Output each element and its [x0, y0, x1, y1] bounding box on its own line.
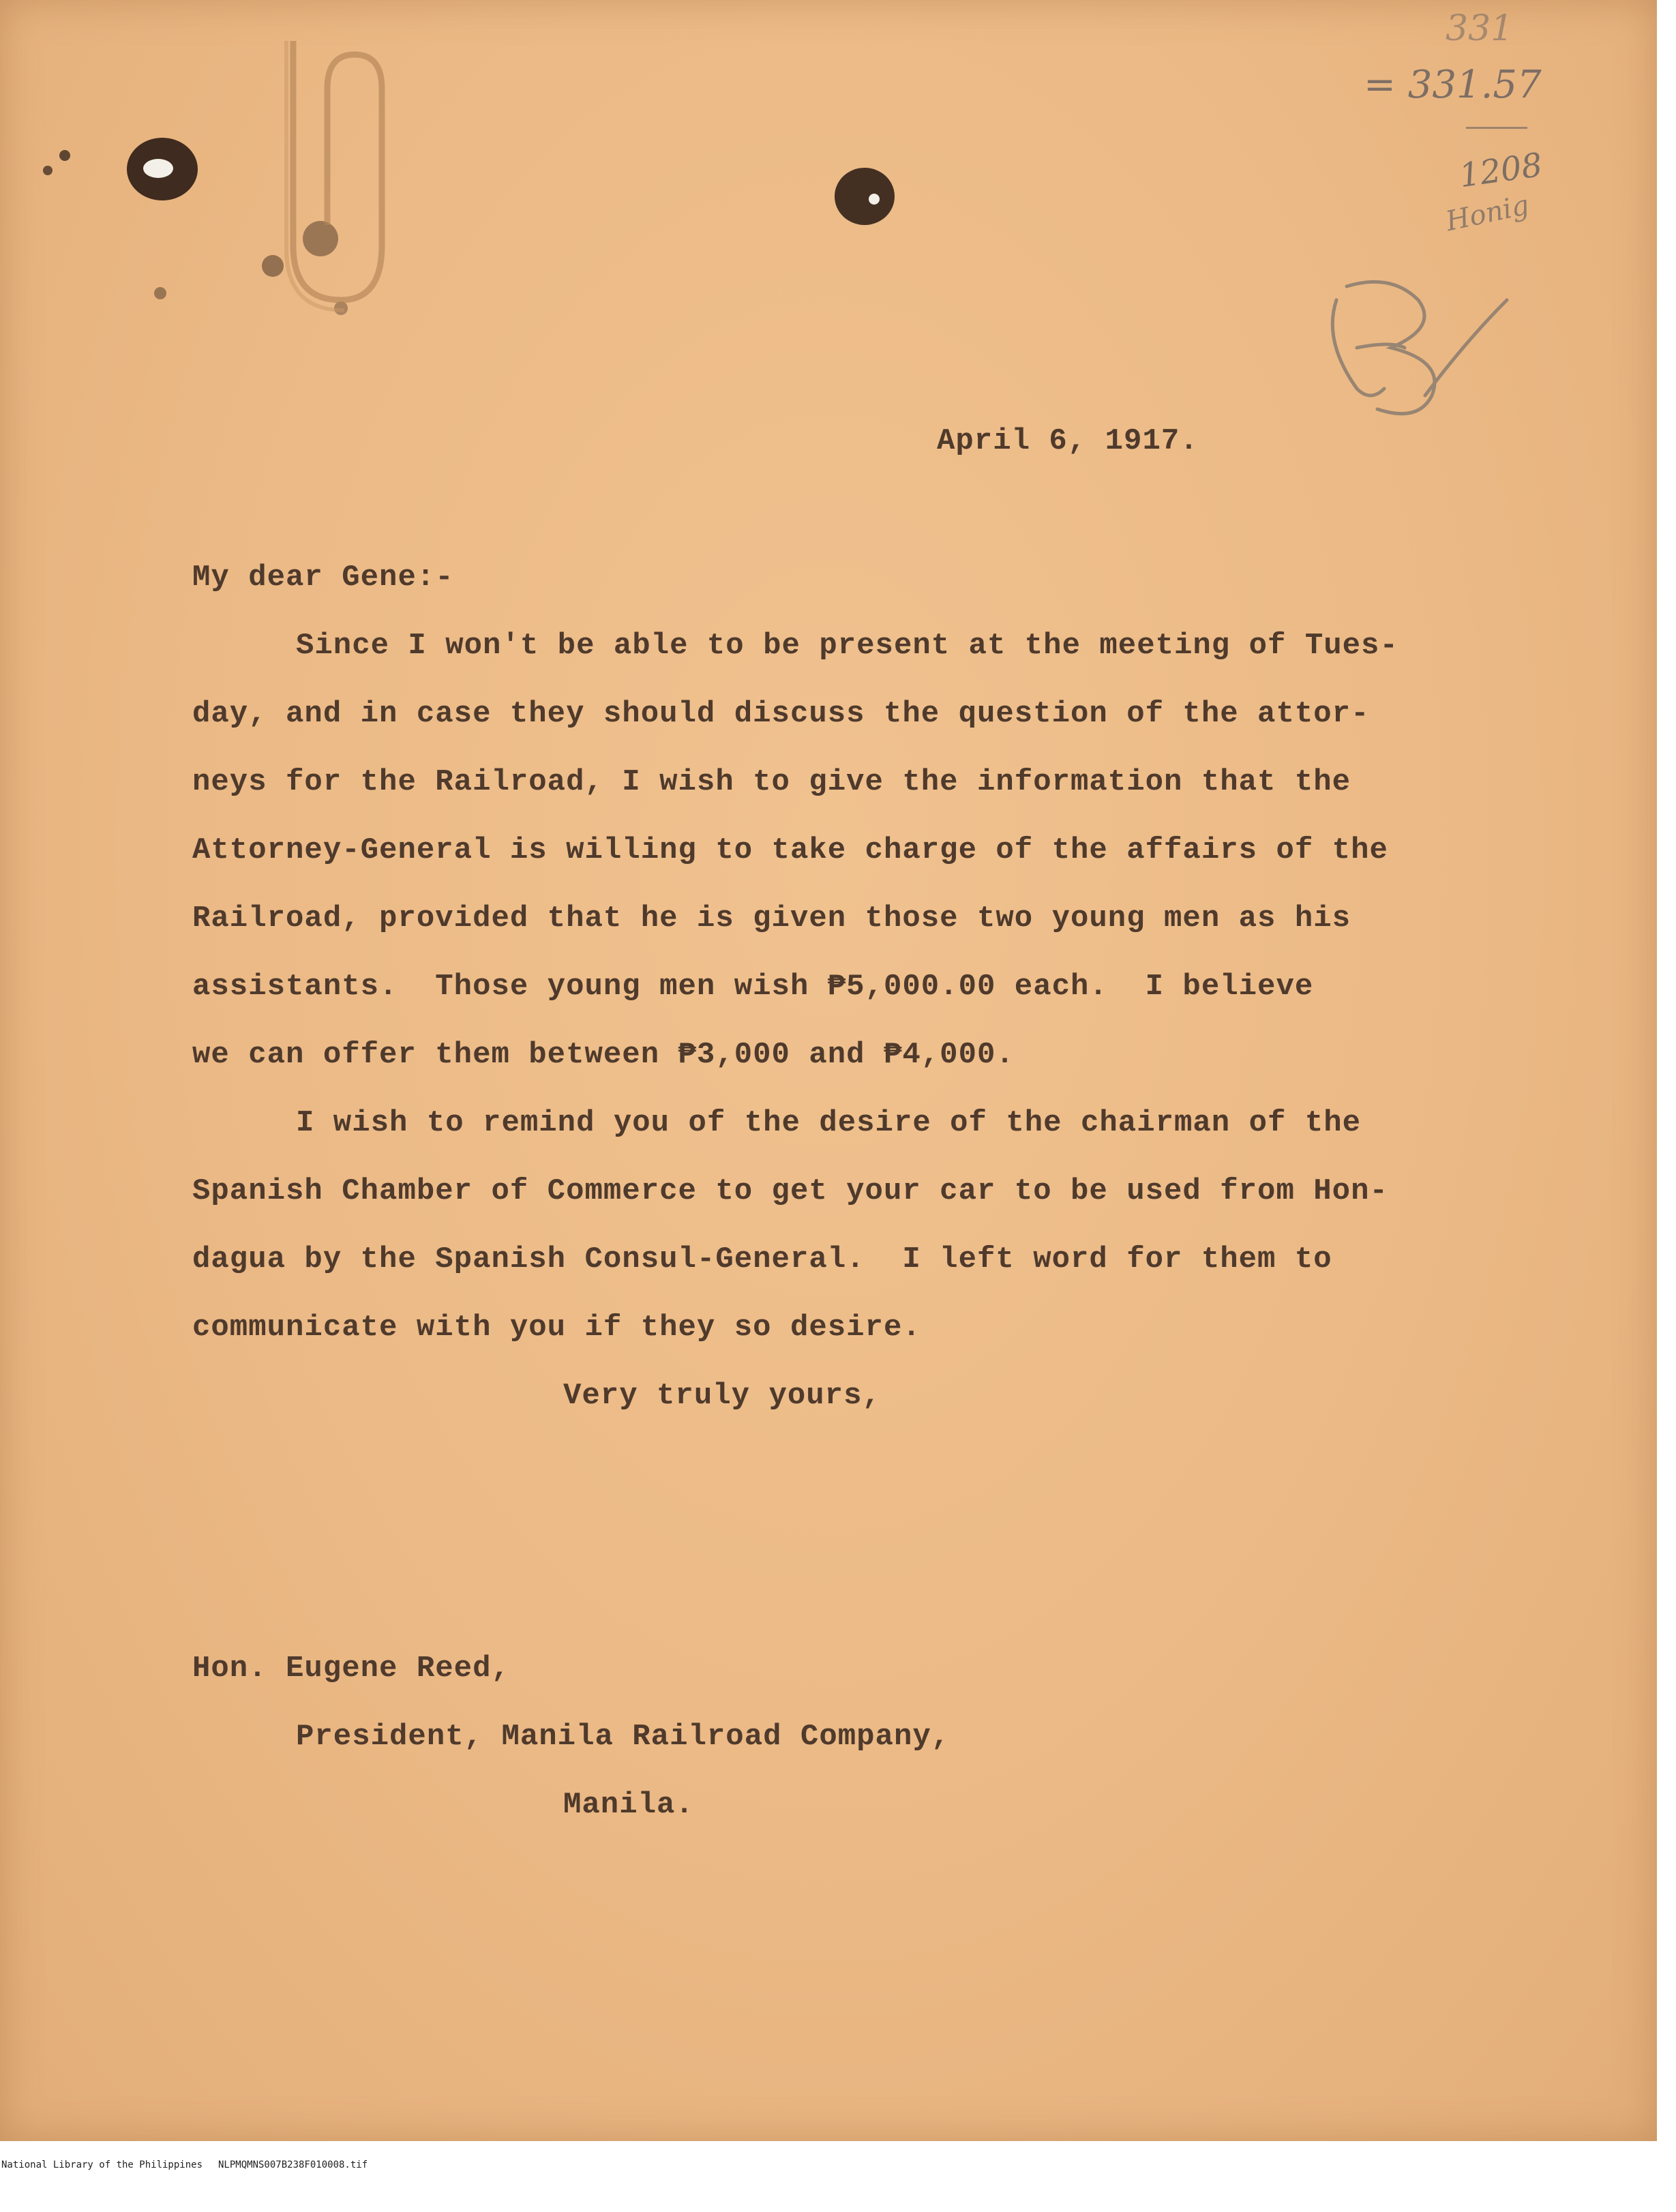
recipient-title: President, Manila Railroad Company,	[296, 1720, 951, 1754]
body-line: communicate with you if they so desire.	[192, 1311, 921, 1345]
recipient-city: Manila.	[563, 1788, 694, 1822]
stain-dot	[59, 150, 70, 161]
archive-number-third: 1208	[1456, 145, 1545, 196]
body-line: Spanish Chamber of Commerce to get your car to be used from Hon-	[192, 1174, 1388, 1208]
pencil-rule	[1466, 127, 1527, 129]
stain-dot	[154, 287, 166, 299]
punch-hole-center	[143, 159, 173, 178]
body-line: Railroad, provided that he is given those two young men as his	[192, 901, 1351, 936]
recipient-name: Hon. Eugene Reed,	[192, 1651, 510, 1686]
ink-blot	[835, 168, 895, 225]
paper-clip-mark	[293, 41, 382, 300]
footer-library: National Library of the Philippines	[1, 2159, 203, 2170]
letter-date: April 6, 1917.	[937, 424, 1199, 458]
pencil-initial-mark	[1282, 259, 1527, 436]
body-line: we can offer them between ₱3,000 and ₱4,000.	[192, 1038, 1015, 1072]
body-line: Attorney-General is willing to take charge of the affairs of the	[192, 833, 1388, 867]
stain-dot	[43, 166, 53, 175]
stain-dot	[303, 221, 338, 256]
body-line: dagua by the Spanish Consul-General. I left word for them to	[192, 1242, 1332, 1276]
letter-salutation: My dear Gene:-	[192, 561, 454, 595]
scan-footer	[0, 2157, 1676, 2173]
body-line: I wish to remind you of the desire of the chairman of the	[296, 1106, 1362, 1140]
body-line: neys for the Railroad, I wish to give the information that the	[192, 765, 1351, 799]
letter-closing: Very truly yours,	[563, 1379, 881, 1413]
body-line: day, and in case they should discuss the question of the attor-	[192, 697, 1370, 731]
body-line: assistants. Those young men wish ₱5,000.00 each. I believe	[192, 970, 1314, 1004]
stain-dot	[262, 255, 284, 277]
pencil-scribble: Honig	[1443, 189, 1532, 238]
footer-file-id: NLPMQMNS007B238F010008.tif	[218, 2159, 368, 2170]
ink-blot-center	[869, 194, 880, 205]
archive-number-second: = 331.57	[1364, 63, 1542, 107]
archive-number-top: 331	[1446, 8, 1514, 49]
body-line: Since I won't be able to be present at the meeting of Tues-	[296, 629, 1398, 663]
